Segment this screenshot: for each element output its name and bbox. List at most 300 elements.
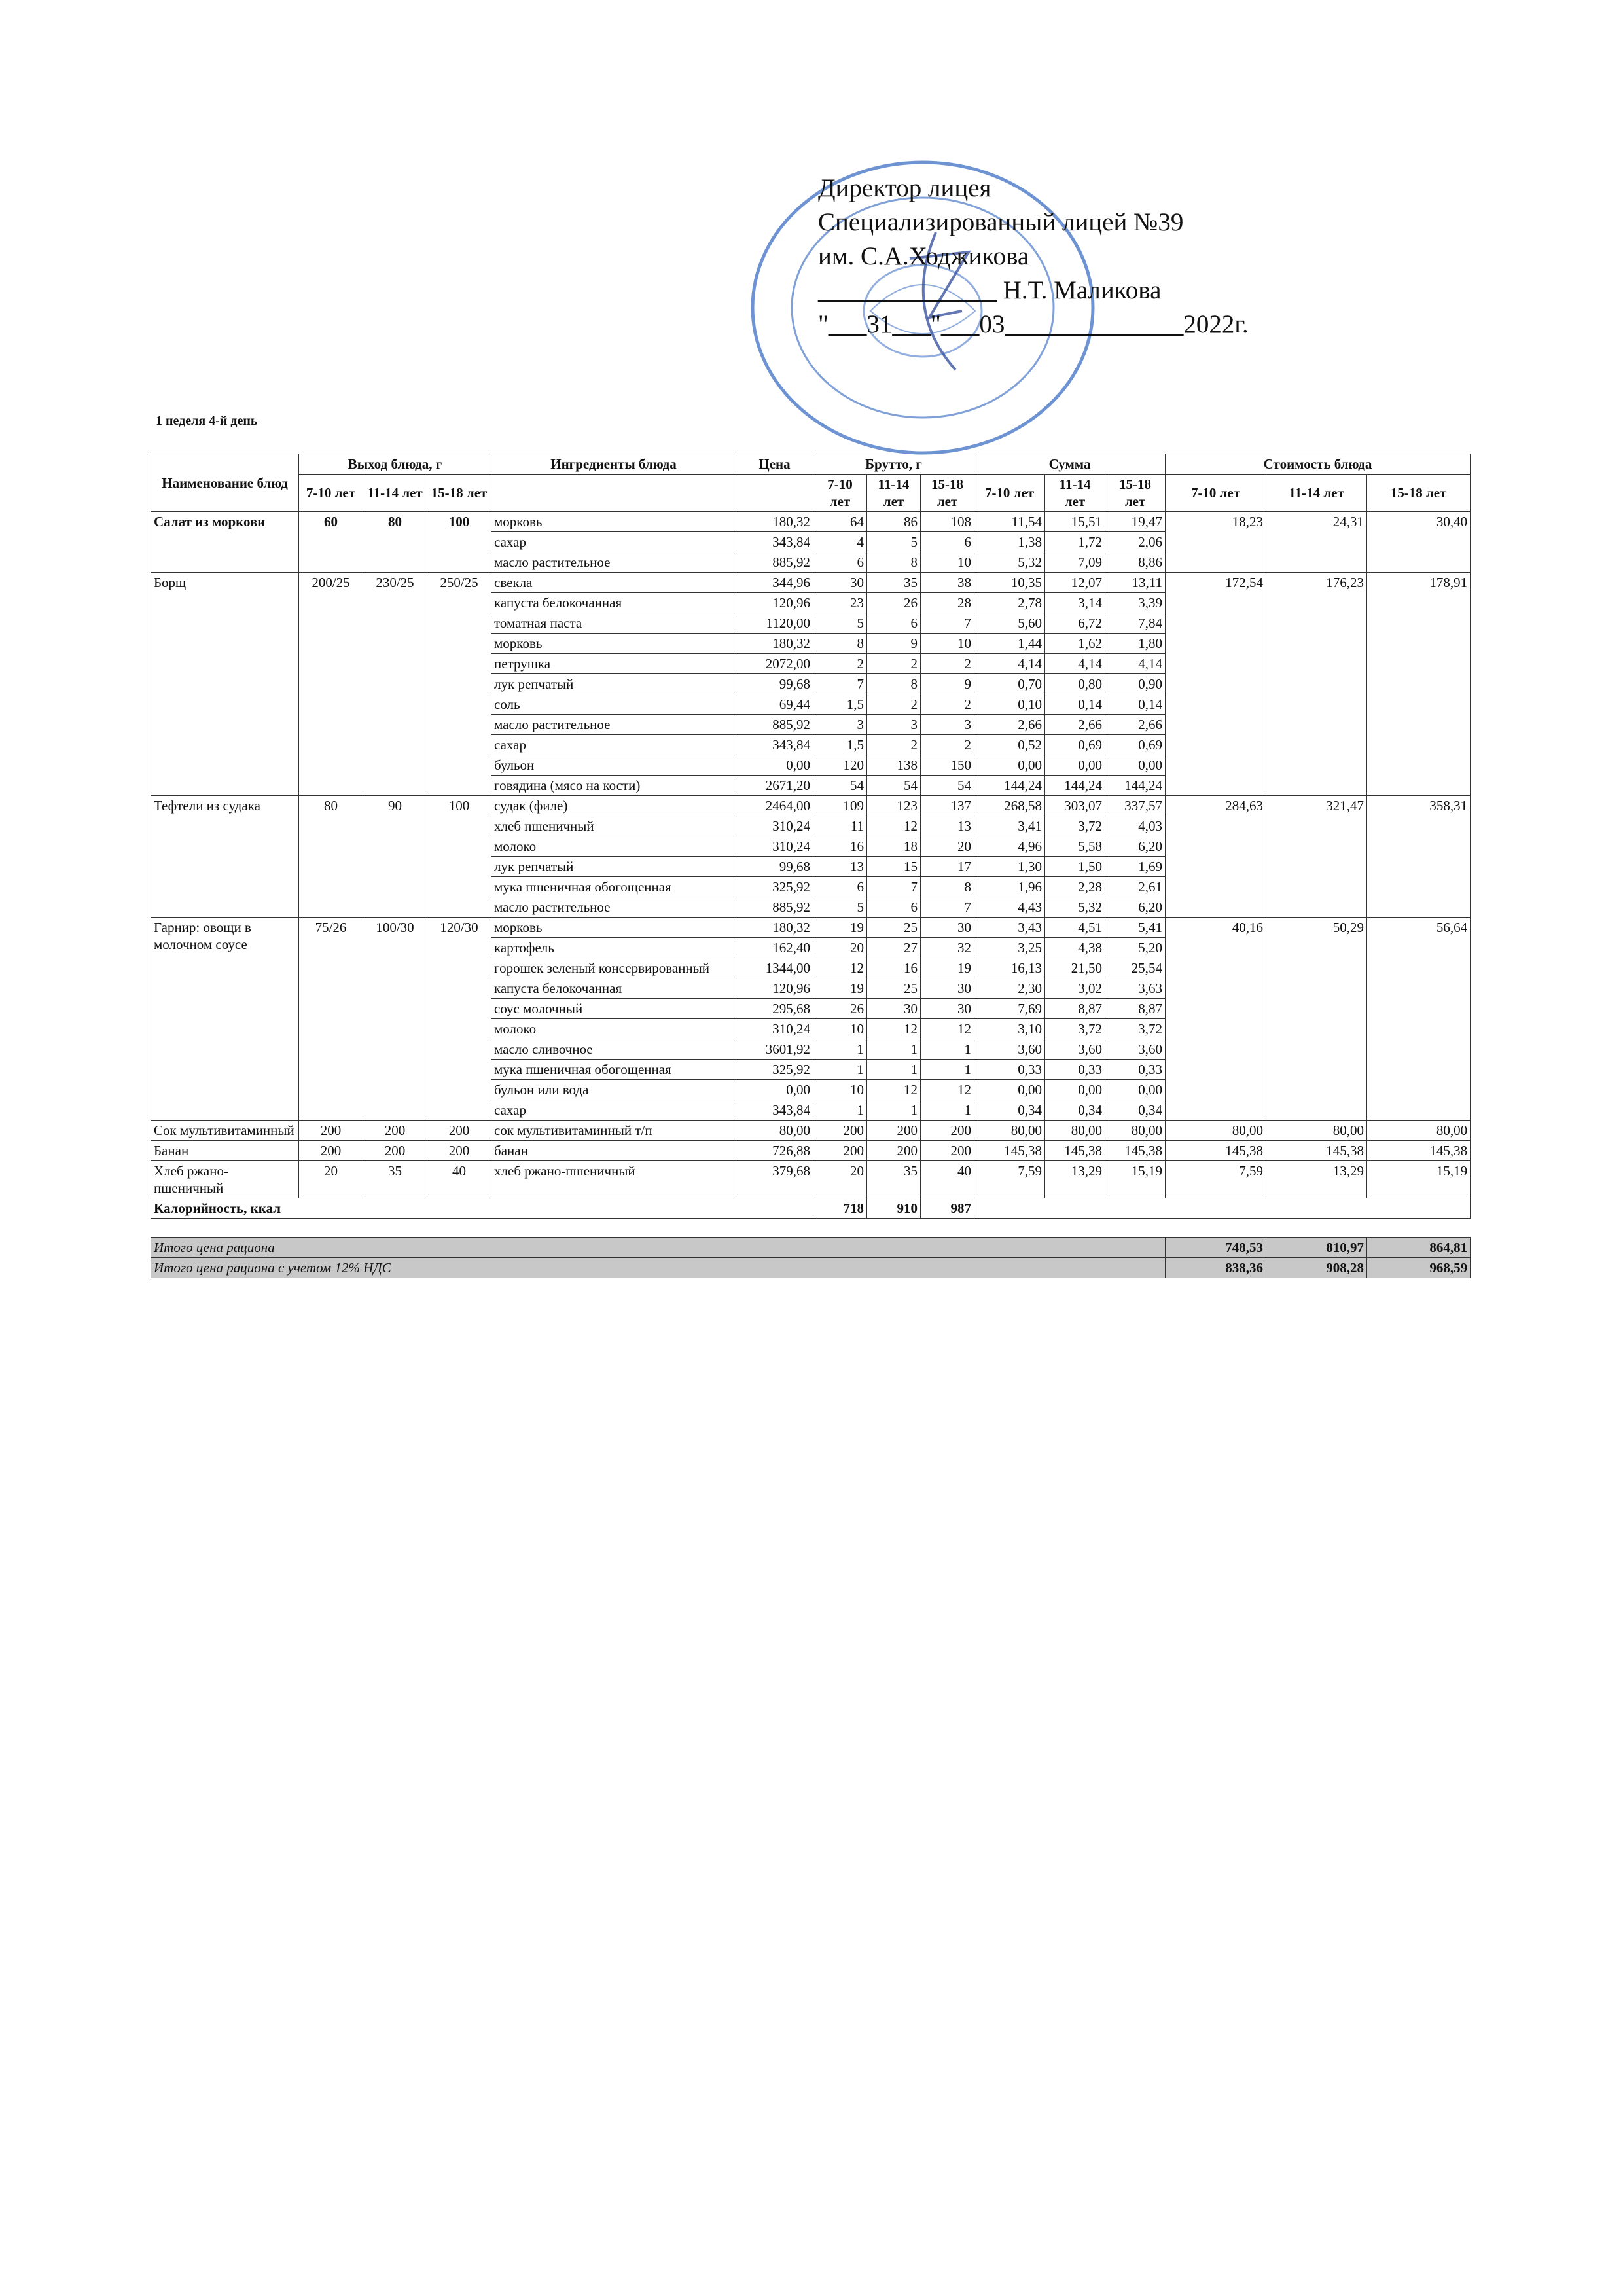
ingredient-sum: 7,69 — [974, 999, 1045, 1019]
approval-title: Директор лицея — [818, 174, 991, 202]
ingredient-sum: 1,30 — [974, 857, 1045, 877]
ingredient-sum: 21,50 — [1045, 958, 1105, 978]
ingredient-gross: 200 — [813, 1121, 867, 1141]
dish-output: 200 — [299, 1141, 363, 1161]
ingredient-gross: 7 — [921, 897, 974, 918]
ingredient-name: мука пшеничная обогощенная — [491, 1060, 736, 1080]
ingredient-price: 2671,20 — [736, 776, 813, 796]
ingredient-gross: 32 — [921, 938, 974, 958]
dish-cost: 321,47 — [1266, 796, 1367, 918]
ingredient-gross: 25 — [867, 918, 921, 938]
ingredient-gross: 2 — [867, 735, 921, 755]
ingredient-price: 310,24 — [736, 1019, 813, 1039]
dish-output: 120/30 — [427, 918, 491, 1121]
dish-cost: 145,38 — [1166, 1141, 1266, 1161]
ingredient-sum: 0,69 — [1045, 735, 1105, 755]
ingredient-name: банан — [491, 1141, 736, 1161]
ingredient-sum: 4,43 — [974, 897, 1045, 918]
ingredient-name: хлеб пшеничный — [491, 816, 736, 836]
ingredient-gross: 8 — [813, 634, 867, 654]
ingredient-gross: 15 — [867, 857, 921, 877]
ingredient-sum: 4,03 — [1105, 816, 1166, 836]
ingredient-sum: 11,54 — [974, 512, 1045, 532]
calories-value: 910 — [867, 1198, 921, 1219]
approval-signature-line: ______________ Н.Т. Маликова — [818, 276, 1162, 304]
ingredient-gross: 9 — [867, 634, 921, 654]
ingredient-sum: 6,20 — [1105, 836, 1166, 857]
ingredient-name: хлеб ржано-пшеничный — [491, 1161, 736, 1198]
ingredient-gross: 26 — [867, 593, 921, 613]
ingredient-gross: 64 — [813, 512, 867, 532]
ingredient-gross: 5 — [813, 613, 867, 634]
calories-value: 987 — [921, 1198, 974, 1219]
header-ingredients: Ингредиенты блюда — [491, 454, 736, 475]
ingredient-gross: 19 — [813, 978, 867, 999]
ingredient-sum: 0,00 — [1045, 1080, 1105, 1100]
ingredient-gross: 12 — [867, 1080, 921, 1100]
calories-label: Калорийность, ккал — [151, 1198, 813, 1219]
ingredient-gross: 7 — [867, 877, 921, 897]
ingredient-sum: 0,34 — [1045, 1100, 1105, 1121]
total-vat-value: 838,36 — [1166, 1258, 1266, 1278]
ingredient-gross: 2 — [867, 654, 921, 674]
ingredient-gross: 5 — [813, 897, 867, 918]
ingredient-gross: 16 — [867, 958, 921, 978]
dish-output: 200 — [427, 1121, 491, 1141]
ingredient-gross: 1 — [813, 1039, 867, 1060]
header-age: 7-10 лет — [1166, 475, 1266, 512]
header-age: 7-10 лет — [813, 475, 867, 512]
ingredient-gross: 6 — [813, 877, 867, 897]
ingredient-gross: 20 — [921, 836, 974, 857]
total-vat-value: 908,28 — [1266, 1258, 1367, 1278]
dish-name: Банан — [151, 1141, 299, 1161]
dish-output: 20 — [299, 1161, 363, 1198]
ingredient-gross: 12 — [921, 1019, 974, 1039]
ingredient-sum: 5,20 — [1105, 938, 1166, 958]
header-age: 11-14 лет — [1266, 475, 1367, 512]
dish-cost: 80,00 — [1166, 1121, 1266, 1141]
ingredient-gross: 12 — [813, 958, 867, 978]
header-sum: Сумма — [974, 454, 1166, 475]
ingredient-name: сахар — [491, 532, 736, 552]
total-row — [151, 1238, 1471, 1258]
dish-cost: 15,19 — [1367, 1161, 1471, 1198]
ingredient-gross: 86 — [867, 512, 921, 532]
ingredient-gross: 12 — [867, 1019, 921, 1039]
dish-cost: 176,23 — [1266, 573, 1367, 796]
ingredient-gross: 7 — [921, 613, 974, 634]
dish-output: 250/25 — [427, 573, 491, 796]
ingredient-price: 0,00 — [736, 755, 813, 776]
ingredient-gross: 10 — [921, 552, 974, 573]
ingredient-name: сок мультивитаминный т/п — [491, 1121, 736, 1141]
ingredient-row — [151, 512, 1471, 532]
dish-output: 90 — [363, 796, 427, 918]
ingredient-name: молоко — [491, 836, 736, 857]
ingredient-sum: 13,11 — [1105, 573, 1166, 593]
ingredient-gross: 35 — [867, 1161, 921, 1198]
menu-table — [151, 454, 1471, 1278]
ingredient-name: масло сливочное — [491, 1039, 736, 1060]
ingredient-sum: 3,10 — [974, 1019, 1045, 1039]
header-age: 15-18 лет — [1367, 475, 1471, 512]
ingredient-name: морковь — [491, 634, 736, 654]
ingredient-price: 1344,00 — [736, 958, 813, 978]
dish-output: 200/25 — [299, 573, 363, 796]
total-vat-value: 968,59 — [1367, 1258, 1471, 1278]
dish-cost: 80,00 — [1266, 1121, 1367, 1141]
ingredient-sum: 3,41 — [974, 816, 1045, 836]
ingredient-gross: 5 — [867, 532, 921, 552]
dish-output: 60 — [299, 512, 363, 573]
calories-empty — [974, 1198, 1471, 1219]
dish-output: 200 — [363, 1141, 427, 1161]
ingredient-gross: 10 — [813, 1080, 867, 1100]
ingredient-price: 310,24 — [736, 836, 813, 857]
dish-cost: 145,38 — [1367, 1141, 1471, 1161]
ingredient-gross: 25 — [867, 978, 921, 999]
ingredient-name: соль — [491, 694, 736, 715]
ingredient-gross: 1 — [867, 1039, 921, 1060]
ingredient-gross: 2 — [921, 735, 974, 755]
ingredient-sum: 3,60 — [1105, 1039, 1166, 1060]
ingredient-gross: 54 — [867, 776, 921, 796]
ingredient-name: судак (филе) — [491, 796, 736, 816]
ingredient-sum: 5,32 — [1045, 897, 1105, 918]
ingredient-sum: 2,66 — [1045, 715, 1105, 735]
dish-name: Салат из моркови — [151, 512, 299, 573]
ingredient-gross: 150 — [921, 755, 974, 776]
ingredient-gross: 35 — [867, 573, 921, 593]
ingredient-sum: 337,57 — [1105, 796, 1166, 816]
ingredient-name: бульон или вода — [491, 1080, 736, 1100]
ingredient-gross: 27 — [867, 938, 921, 958]
ingredient-sum: 0,80 — [1045, 674, 1105, 694]
total-value: 748,53 — [1166, 1238, 1266, 1258]
total-vat-row — [151, 1258, 1471, 1278]
ingredient-sum: 3,72 — [1045, 1019, 1105, 1039]
ingredient-sum: 145,38 — [974, 1141, 1045, 1161]
ingredient-sum: 3,63 — [1105, 978, 1166, 999]
ingredient-sum: 2,06 — [1105, 532, 1166, 552]
ingredient-sum: 3,14 — [1045, 593, 1105, 613]
ingredient-gross: 2 — [921, 694, 974, 715]
ingredient-gross: 38 — [921, 573, 974, 593]
ingredient-price: 343,84 — [736, 735, 813, 755]
ingredient-name: петрушка — [491, 654, 736, 674]
ingredient-sum: 1,50 — [1045, 857, 1105, 877]
header-age: 11-14 лет — [867, 475, 921, 512]
ingredient-sum: 15,51 — [1045, 512, 1105, 532]
dish-name: Сок мультивитаминный — [151, 1121, 299, 1141]
ingredient-name: масло растительное — [491, 715, 736, 735]
ingredient-price: 0,00 — [736, 1080, 813, 1100]
ingredient-price: 726,88 — [736, 1141, 813, 1161]
ingredient-gross: 26 — [813, 999, 867, 1019]
ingredient-gross: 30 — [921, 978, 974, 999]
dish-cost: 30,40 — [1367, 512, 1471, 573]
ingredient-price: 180,32 — [736, 512, 813, 532]
ingredient-gross: 30 — [867, 999, 921, 1019]
dish-output: 100 — [427, 796, 491, 918]
ingredient-sum: 6,72 — [1045, 613, 1105, 634]
ingredient-sum: 145,38 — [1105, 1141, 1166, 1161]
ingredient-gross: 30 — [921, 918, 974, 938]
dish-cost: 284,63 — [1166, 796, 1266, 918]
ingredient-gross: 138 — [867, 755, 921, 776]
ingredient-sum: 0,00 — [1045, 755, 1105, 776]
ingredient-gross: 19 — [813, 918, 867, 938]
ingredient-sum: 1,69 — [1105, 857, 1166, 877]
ingredient-sum: 1,44 — [974, 634, 1045, 654]
ingredient-sum: 144,24 — [1105, 776, 1166, 796]
dish-output: 230/25 — [363, 573, 427, 796]
ingredient-gross: 10 — [921, 634, 974, 654]
total-value: 810,97 — [1266, 1238, 1367, 1258]
ingredient-sum: 3,60 — [974, 1039, 1045, 1060]
ingredient-sum: 145,38 — [1045, 1141, 1105, 1161]
ingredient-price: 2072,00 — [736, 654, 813, 674]
ingredient-row — [151, 1161, 1471, 1198]
ingredient-gross: 8 — [921, 877, 974, 897]
ingredient-price: 69,44 — [736, 694, 813, 715]
ingredient-gross: 108 — [921, 512, 974, 532]
dish-output: 200 — [363, 1121, 427, 1141]
dish-cost: 18,23 — [1166, 512, 1266, 573]
ingredient-sum: 5,58 — [1045, 836, 1105, 857]
ingredient-row — [151, 918, 1471, 938]
ingredient-sum: 2,28 — [1045, 877, 1105, 897]
ingredient-gross: 3 — [813, 715, 867, 735]
ingredient-price: 310,24 — [736, 816, 813, 836]
ingredient-sum: 144,24 — [1045, 776, 1105, 796]
ingredient-name: соус молочный — [491, 999, 736, 1019]
ingredient-sum: 2,61 — [1105, 877, 1166, 897]
header-age: 11-14 лет — [363, 475, 427, 512]
ingredient-sum: 13,29 — [1045, 1161, 1105, 1198]
ingredient-name: бульон — [491, 755, 736, 776]
ingredient-gross: 1 — [813, 1060, 867, 1080]
ingredient-gross: 3 — [921, 715, 974, 735]
ingredient-sum: 0,33 — [1045, 1060, 1105, 1080]
ingredient-gross: 8 — [867, 674, 921, 694]
dish-cost: 80,00 — [1367, 1121, 1471, 1141]
header-empty — [491, 475, 736, 512]
ingredient-gross: 18 — [867, 836, 921, 857]
header-age: 7-10 лет — [974, 475, 1045, 512]
ingredient-gross: 10 — [813, 1019, 867, 1039]
header-empty — [736, 475, 813, 512]
ingredient-sum: 0,69 — [1105, 735, 1166, 755]
ingredient-gross: 1 — [867, 1100, 921, 1121]
ingredient-gross: 1 — [867, 1060, 921, 1080]
ingredient-gross: 4 — [813, 532, 867, 552]
ingredient-gross: 16 — [813, 836, 867, 857]
ingredient-name: капуста белокочанная — [491, 593, 736, 613]
total-label: Итого цена рациона — [151, 1238, 1166, 1258]
ingredient-sum: 2,78 — [974, 593, 1045, 613]
ingredient-gross: 6 — [813, 552, 867, 573]
ingredient-name: говядина (мясо на кости) — [491, 776, 736, 796]
ingredient-sum: 0,00 — [974, 1080, 1045, 1100]
ingredient-gross: 12 — [867, 816, 921, 836]
ingredient-sum: 0,34 — [974, 1100, 1045, 1121]
ingredient-sum: 12,07 — [1045, 573, 1105, 593]
ingredient-sum: 8,87 — [1105, 999, 1166, 1019]
ingredient-gross: 1 — [921, 1100, 974, 1121]
ingredient-sum: 1,80 — [1105, 634, 1166, 654]
ingredient-sum: 8,86 — [1105, 552, 1166, 573]
ingredient-sum: 0,14 — [1105, 694, 1166, 715]
header-row-main — [151, 454, 1471, 475]
ingredient-gross: 9 — [921, 674, 974, 694]
ingredient-gross: 200 — [921, 1141, 974, 1161]
ingredient-sum: 3,39 — [1105, 593, 1166, 613]
total-value: 864,81 — [1367, 1238, 1471, 1258]
ingredient-sum: 8,87 — [1045, 999, 1105, 1019]
dish-cost: 24,31 — [1266, 512, 1367, 573]
ingredient-name: масло растительное — [491, 897, 736, 918]
ingredient-gross: 30 — [813, 573, 867, 593]
ingredient-gross: 54 — [921, 776, 974, 796]
ingredient-name: томатная паста — [491, 613, 736, 634]
ingredient-sum: 0,14 — [1045, 694, 1105, 715]
ingredient-row — [151, 1141, 1471, 1161]
ingredient-sum: 1,38 — [974, 532, 1045, 552]
header-age: 11-14 лет — [1045, 475, 1105, 512]
ingredient-sum: 4,96 — [974, 836, 1045, 857]
dish-output: 100 — [427, 512, 491, 573]
ingredient-sum: 303,07 — [1045, 796, 1105, 816]
ingredient-sum: 2,66 — [1105, 715, 1166, 735]
ingredient-gross: 6 — [867, 897, 921, 918]
ingredient-price: 343,84 — [736, 1100, 813, 1121]
ingredient-price: 295,68 — [736, 999, 813, 1019]
ingredient-gross: 30 — [921, 999, 974, 1019]
ingredient-name: сахар — [491, 1100, 736, 1121]
ingredient-name: горошек зеленый консервированный — [491, 958, 736, 978]
ingredient-gross: 200 — [921, 1121, 974, 1141]
ingredient-gross: 17 — [921, 857, 974, 877]
ingredient-name: морковь — [491, 918, 736, 938]
blank-row — [151, 1219, 1471, 1238]
ingredient-price: 120,96 — [736, 978, 813, 999]
ingredient-price: 343,84 — [736, 532, 813, 552]
dish-cost: 7,59 — [1166, 1161, 1266, 1198]
ingredient-name: сахар — [491, 735, 736, 755]
approval-block — [818, 171, 1249, 342]
ingredient-gross: 7 — [813, 674, 867, 694]
header-gross: Брутто, г — [813, 454, 974, 475]
dish-name: Гарнир: овощи в молочном соусе — [151, 918, 299, 1121]
ingredient-price: 885,92 — [736, 715, 813, 735]
ingredient-gross: 1,5 — [813, 735, 867, 755]
ingredient-gross: 2 — [867, 694, 921, 715]
dish-output: 100/30 — [363, 918, 427, 1121]
ingredient-sum: 0,33 — [1105, 1060, 1166, 1080]
ingredient-gross: 11 — [813, 816, 867, 836]
ingredient-gross: 23 — [813, 593, 867, 613]
ingredient-sum: 0,52 — [974, 735, 1045, 755]
approval-school: Специализированный лицей №39 — [818, 208, 1184, 236]
dish-output: 40 — [427, 1161, 491, 1198]
ingredient-gross: 1 — [813, 1100, 867, 1121]
ingredient-gross: 137 — [921, 796, 974, 816]
dish-output: 80 — [363, 512, 427, 573]
ingredient-sum: 3,72 — [1045, 816, 1105, 836]
ingredient-gross: 1 — [921, 1060, 974, 1080]
ingredient-sum: 80,00 — [974, 1121, 1045, 1141]
ingredient-price: 80,00 — [736, 1121, 813, 1141]
ingredient-gross: 200 — [867, 1121, 921, 1141]
ingredient-sum: 0,00 — [974, 755, 1045, 776]
ingredient-gross: 8 — [867, 552, 921, 573]
ingredient-price: 379,68 — [736, 1161, 813, 1198]
ingredient-sum: 3,43 — [974, 918, 1045, 938]
week-label: 1 неделя 4-й день — [156, 414, 258, 428]
ingredient-gross: 40 — [921, 1161, 974, 1198]
ingredient-name: мука пшеничная обогощенная — [491, 877, 736, 897]
total-vat-label: Итого цена рациона с учетом 12% НДС — [151, 1258, 1166, 1278]
ingredient-sum: 1,72 — [1045, 532, 1105, 552]
header-age: 15-18 лет — [1105, 475, 1166, 512]
ingredient-sum: 0,10 — [974, 694, 1045, 715]
ingredient-name: лук репчатый — [491, 674, 736, 694]
ingredient-gross: 20 — [813, 1161, 867, 1198]
ingredient-gross: 200 — [867, 1141, 921, 1161]
ingredient-gross: 200 — [813, 1141, 867, 1161]
ingredient-name: лук репчатый — [491, 857, 736, 877]
ingredient-price: 325,92 — [736, 877, 813, 897]
dish-cost: 56,64 — [1367, 918, 1471, 1121]
ingredient-sum: 144,24 — [974, 776, 1045, 796]
ingredient-sum: 5,41 — [1105, 918, 1166, 938]
ingredient-price: 3601,92 — [736, 1039, 813, 1060]
ingredient-sum: 6,20 — [1105, 897, 1166, 918]
dish-cost: 50,29 — [1266, 918, 1367, 1121]
ingredient-sum: 0,90 — [1105, 674, 1166, 694]
ingredient-name: картофель — [491, 938, 736, 958]
ingredient-price: 180,32 — [736, 634, 813, 654]
ingredient-gross: 6 — [921, 532, 974, 552]
ingredient-sum: 19,47 — [1105, 512, 1166, 532]
ingredient-name: капуста белокочанная — [491, 978, 736, 999]
dish-cost: 172,54 — [1166, 573, 1266, 796]
header-age: 15-18 лет — [427, 475, 491, 512]
dish-output: 200 — [427, 1141, 491, 1161]
dish-output: 75/26 — [299, 918, 363, 1121]
dish-output: 80 — [299, 796, 363, 918]
ingredient-sum: 7,84 — [1105, 613, 1166, 634]
ingredient-name: свекла — [491, 573, 736, 593]
ingredient-sum: 80,00 — [1105, 1121, 1166, 1141]
ingredient-sum: 5,32 — [974, 552, 1045, 573]
ingredient-sum: 3,72 — [1105, 1019, 1166, 1039]
ingredient-gross: 2 — [921, 654, 974, 674]
header-cost: Стоимость блюда — [1166, 454, 1471, 475]
dish-cost: 40,16 — [1166, 918, 1266, 1121]
ingredient-sum: 4,14 — [1045, 654, 1105, 674]
ingredient-sum: 15,19 — [1105, 1161, 1166, 1198]
ingredient-sum: 25,54 — [1105, 958, 1166, 978]
ingredient-row — [151, 796, 1471, 816]
ingredient-sum: 7,09 — [1045, 552, 1105, 573]
ingredient-price: 180,32 — [736, 918, 813, 938]
header-age: 15-18 лет — [921, 475, 974, 512]
ingredient-sum: 0,70 — [974, 674, 1045, 694]
ingredient-sum: 1,96 — [974, 877, 1045, 897]
